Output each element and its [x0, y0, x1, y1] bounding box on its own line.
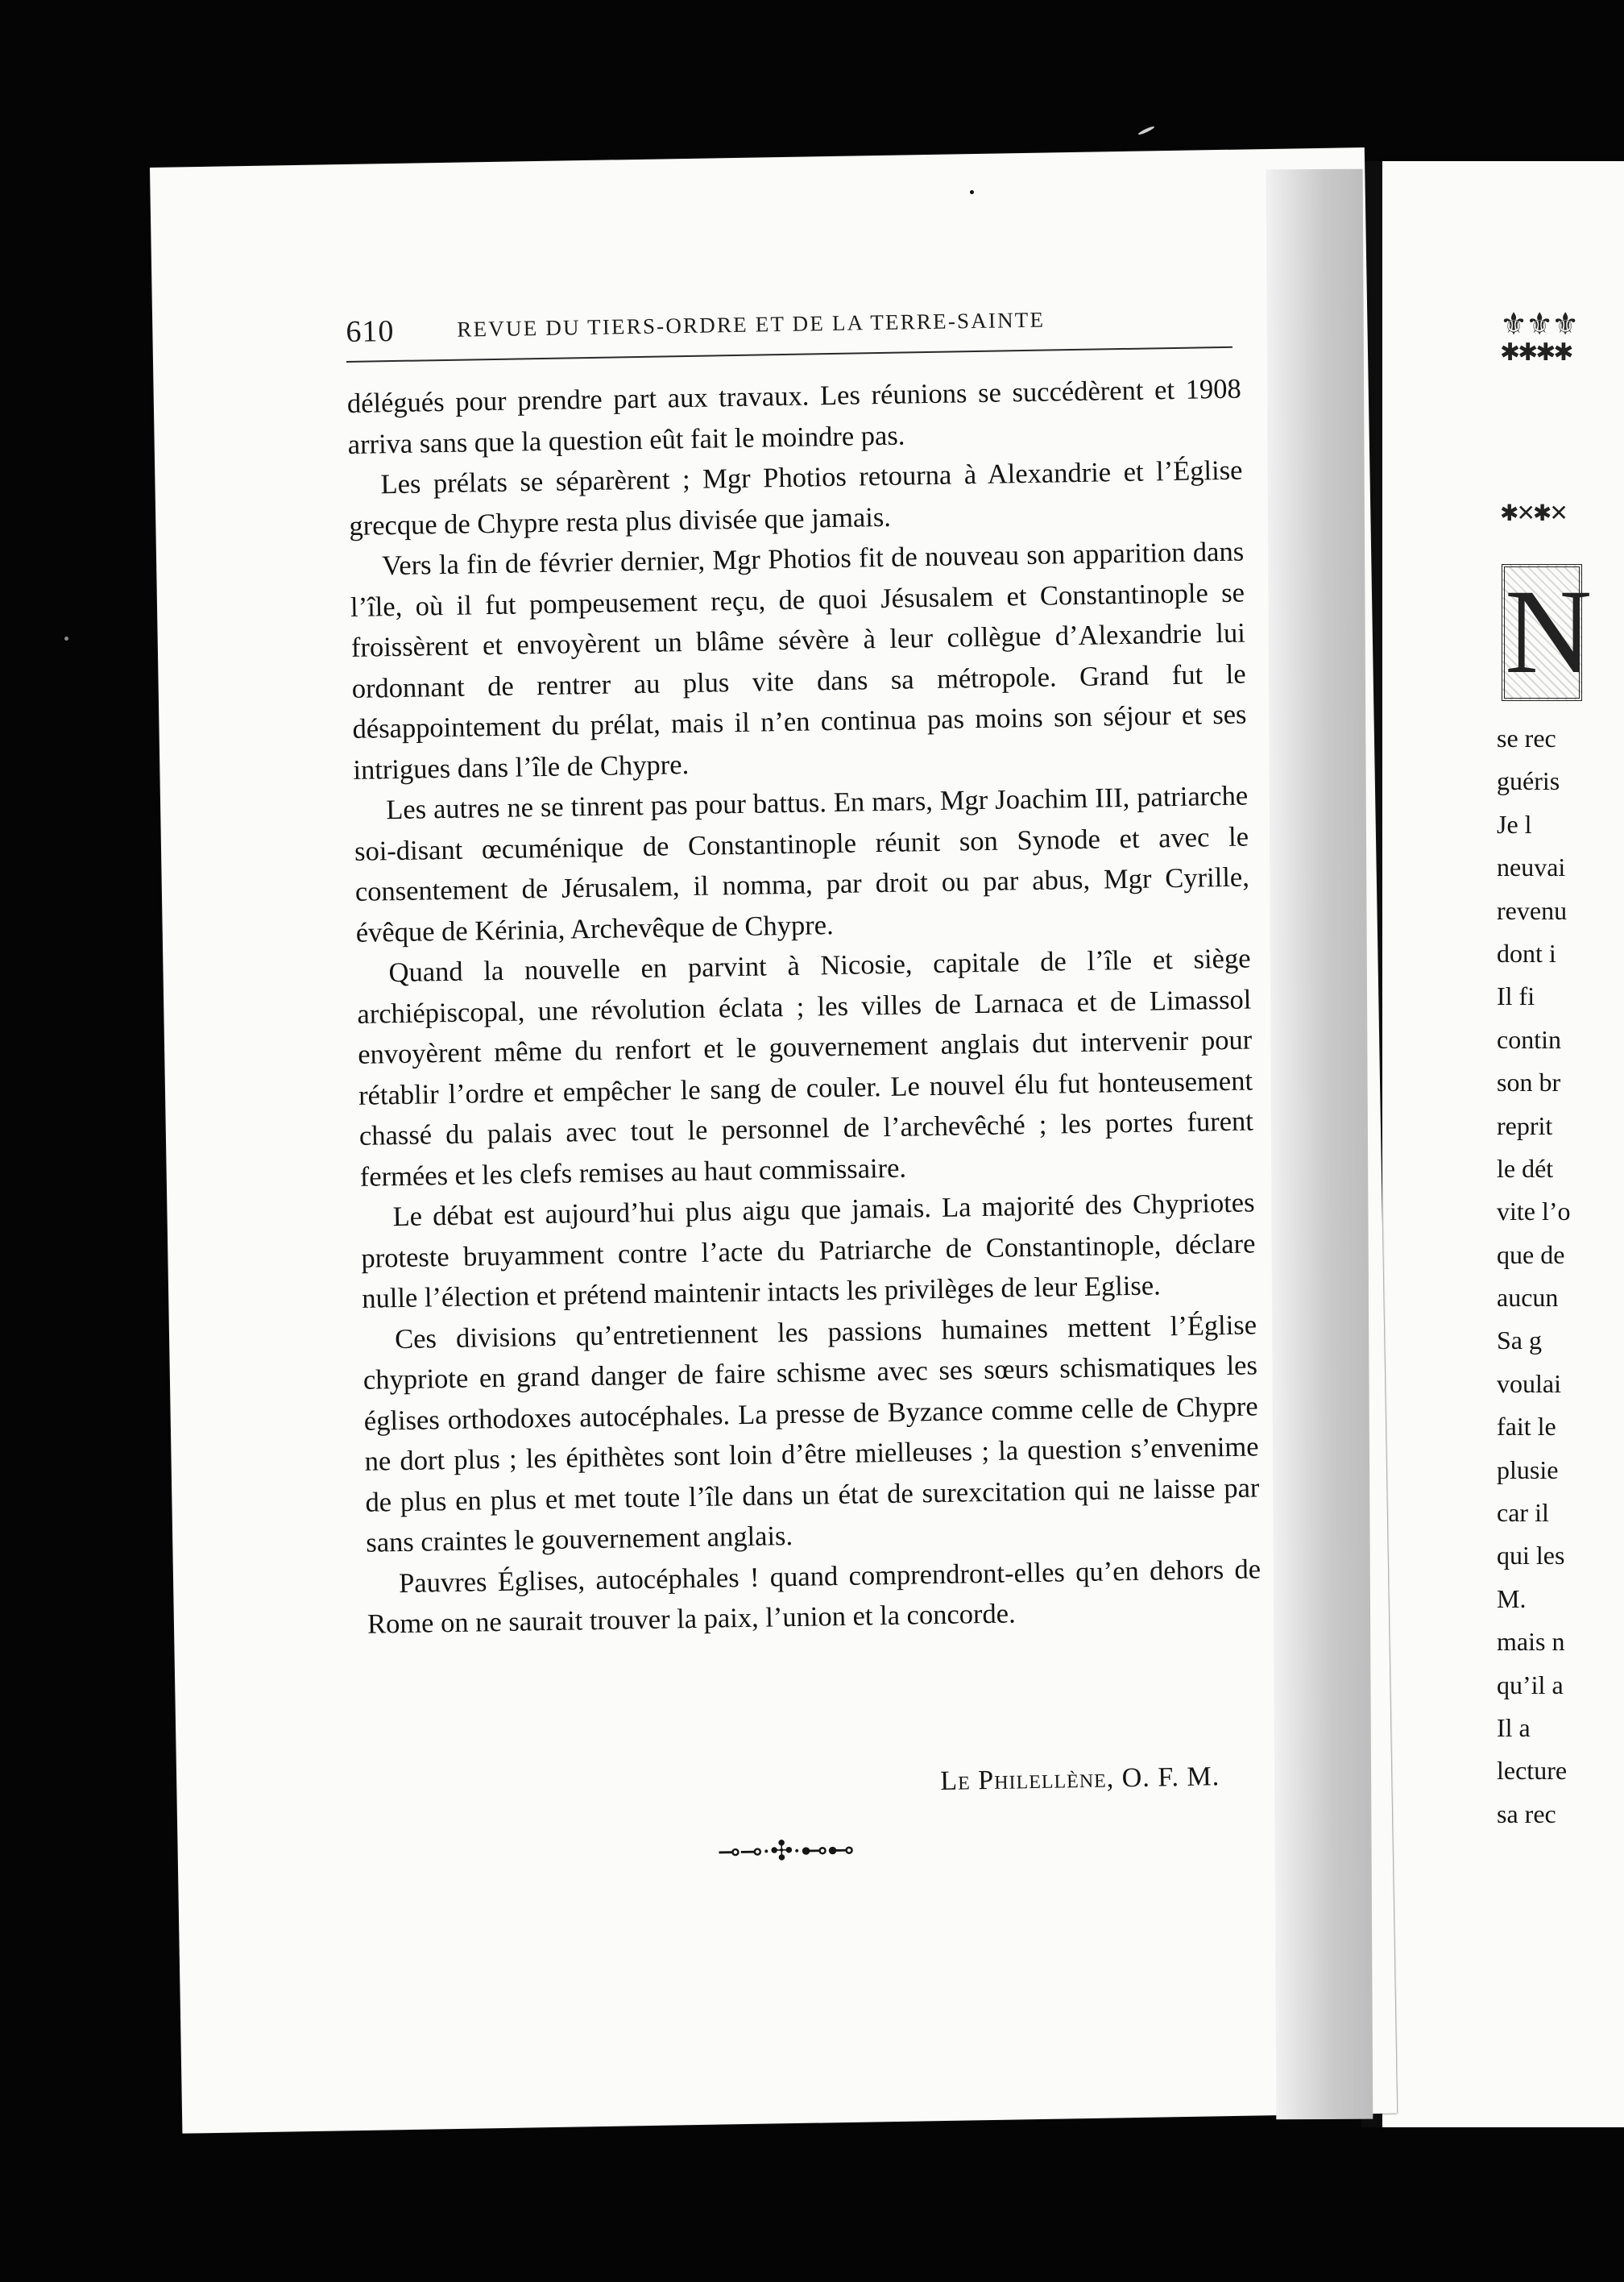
facing-line: que de — [1497, 1239, 1565, 1269]
facing-line: Je l — [1497, 809, 1532, 839]
facing-page-ornament: ⚜⚜⚜ — [1500, 308, 1578, 342]
paragraph: Les prélats se séparèrent ; Mgr Photios retourna à Alexandrie et l’Église grecque de Chypre resta plus divisée que jamais. — [349, 454, 1243, 541]
facing-line: car il — [1497, 1498, 1549, 1528]
facing-line: Il a — [1497, 1712, 1531, 1742]
article-body — [346, 369, 1262, 1645]
page-gutter-shadow — [1266, 169, 1373, 2120]
facing-line: plusie — [1497, 1454, 1559, 1484]
paragraph: Quand la nouvelle en parvint à Nicosie, capitale de l’île et siège archiépiscopal, une révolution éclata ; les villes de Larnaca et de Limassol envoyèrent même du renfort et le gouvernement anglais dut intervenir pour rétablir l’ordre et empêcher le sang de couler. Le nouvel élu fut honteusement chassé du palais avec tout le personnel de l’archevêché ; les portes furent fermées et les clefs remises au haut commissaire. — [357, 943, 1254, 1193]
facing-line: M. — [1497, 1583, 1527, 1613]
paragraph: Vers la fin de février dernier, Mgr Photios fit de nouveau son apparition dans l’île, où il fut pompeusement reçu, de quoi Jésusalem et Constantinople se froissèrent et envoyèrent un blâme sévère à leur collègue d’Alexandrie lui ordonnant de rentrer au plus vite dans sa métropole. Grand fut le désappointement du prélat, mais il n’en continua pas moins son séjour et ses intrigues dans l’île de Chypre. — [350, 536, 1247, 786]
paragraph: Le débat est aujourd’hui plus aigu que jamais. La majorité des Chypriotes proteste bruyamment contre l’acte du Patriarche de Constantinople, déclare nulle l’élection et prétend maintenir intacts les privilèges de leur Eglise. — [361, 1187, 1256, 1314]
scan-speck — [64, 637, 68, 641]
facing-line: guéris — [1497, 766, 1560, 796]
left-page — [150, 147, 1397, 2134]
facing-line: son br — [1497, 1068, 1561, 1097]
paragraph: Les autres ne se tinrent pas pour battus. En mars, Mgr Joachim III, patriarche soi-disant œcuménique de Constantinople réunit son Synode et avec le consentement de Jérusalem, il nomma, par droit ou par abus, Mgr Cyrille, évêque de Kérinia, Archevêque de Chypre. — [354, 780, 1250, 948]
facing-line: reprit — [1497, 1110, 1553, 1140]
paragraph: Ces divisions qu’entretiennent les passions humaines mettent l’Église chypriote en grand danger de faire schisme avec ses sœurs schismatiques les églises orthodoxes autocéphales. La presse de Byzance comme celle de Chypre ne dort plus ; les épithètes sont loin d’être mielleuses ; la question s’envenime de plus en plus et met toute l’île dans un état de surexcitation qui ne laisse par sans craintes le gouvernement anglais. — [362, 1309, 1260, 1558]
scan-speck — [1137, 126, 1155, 136]
facing-line: qu’il a — [1497, 1670, 1564, 1699]
paragraph: Pauvres Églises, autocéphales ! quand comprendront-elles qu’en dehors de Rome on ne saurait trouver la paix, l’union et la concorde. — [367, 1553, 1262, 1640]
running-head: REVUE DU TIERS-ORDRE ET DE LA TERRE-SAINTE — [457, 307, 1046, 342]
facing-line: mais n — [1497, 1627, 1565, 1657]
facing-line: fait le — [1497, 1412, 1556, 1442]
facing-line: Il fi — [1497, 981, 1535, 1011]
paragraph: délégués pour prendre part aux travaux. Les réunions se succédèrent et 1908 arriva sans que la question eût fait le moindre pas. — [346, 373, 1242, 460]
facing-page-small-star-row: ✱✕✱✕ — [1500, 501, 1566, 526]
facing-line: qui les — [1497, 1541, 1565, 1570]
facing-line: revenu — [1497, 895, 1568, 925]
scan-speck — [970, 190, 974, 194]
facing-page-star-row: ✱✱✱✱ — [1500, 339, 1572, 366]
facing-line: sa rec — [1497, 1799, 1556, 1828]
facing-line: vite l’o — [1497, 1197, 1571, 1226]
facing-line: lecture — [1497, 1756, 1568, 1786]
facing-line: Sa g — [1497, 1326, 1542, 1355]
facing-line: le dét — [1497, 1153, 1554, 1183]
facing-line: dont i — [1497, 938, 1556, 968]
facing-page-text-column — [1497, 717, 1577, 1836]
facing-line: voulai — [1497, 1368, 1561, 1398]
facing-line: se rec — [1497, 724, 1556, 753]
fleuron-ornament: ⊸⊸·✣·⊷⊷ — [717, 1835, 855, 1868]
facing-page-dropcap: N — [1502, 564, 1582, 701]
page-header — [346, 289, 1378, 355]
facing-line: aucun — [1497, 1283, 1559, 1313]
facing-line: neuvai — [1497, 853, 1566, 882]
facing-line: contin — [1497, 1024, 1561, 1054]
author-signature: Le Philellène, O. F. M. — [940, 1761, 1220, 1797]
page-number: 610 — [346, 314, 395, 349]
